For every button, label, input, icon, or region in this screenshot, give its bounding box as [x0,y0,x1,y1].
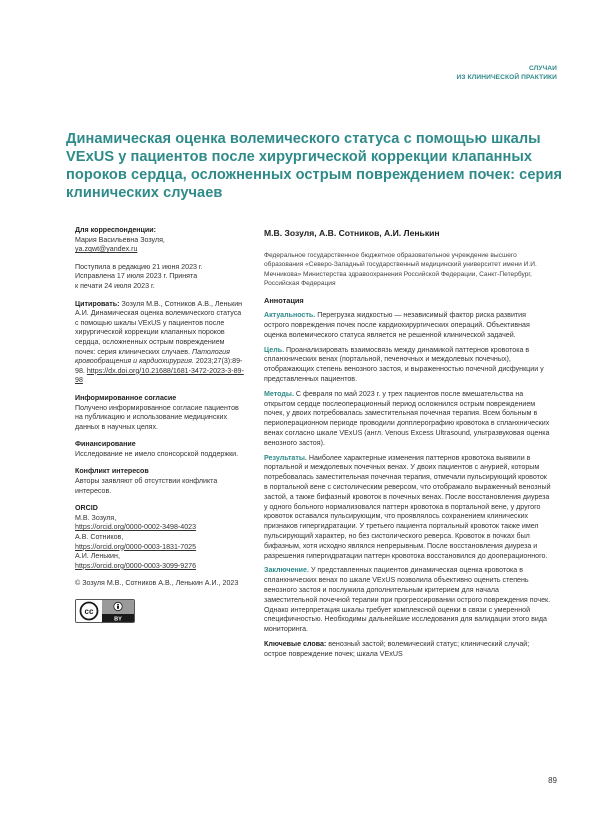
consent-text: Получено информированное согласие пациентов на публикацию и использование медицинских данных в научных целях. [75,403,239,431]
conflict-heading: Конфликт интересов [75,467,149,476]
aim-text: Проанализировать взаимосвязь между динамикой паттернов кровотока в спланхнических венах (портальной, печеночных и междолевых почечных), отображающих степень венозного застоя, и выраженностью почечной дисфункции у представленных пациентов. [264,345,544,383]
relevance-label: Актуальность. [264,311,316,320]
dates-block [75,263,245,292]
orcid-author3-name: А.И. Ленькин, [75,552,120,561]
orcid-block [75,504,245,571]
annotation-conclusion [264,566,552,635]
funding-block [75,440,245,459]
annotation-aim [264,346,552,385]
consent-heading: Информированное согласие [75,393,177,402]
relevance-text: Перегрузка жидкостью — независимый фактор риска развития острого повреждения почек после кардиохирургических операций. Объективная оценка волемического статуса является не решенной клинической задачей. [264,311,530,339]
funding-text: Исследование не имело спонсорской поддержки. [75,449,239,458]
correspondence-heading: Для корреспонденции: [75,226,157,234]
affiliation: Федеральное государственное бюджетное образовательное учреждение высшего образования «Северо-Западный государственный медицинский университет имени И.И. Мечникова» Министерства здравоохранения Российской Федерации, Санкт-Петербург, Российская Федерация [264,251,537,288]
citation-block [75,300,245,386]
date-revised: Исправлена 17 июля 2023 г. Принята [75,272,198,281]
keywords-text: венозный застой; волемический статус; клинический случай; острое повреждение почек; шкала VExUS [264,639,530,658]
section-tag-line1: СЛУЧАИ [528,65,557,72]
conflict-text: Авторы заявляют об отсутствии конфликта интересов. [75,477,218,495]
orcid-author1-link[interactable]: https://orcid.org/0000-0002-3498-4023 [75,523,197,532]
funding-heading: Финансирование [75,440,136,449]
cc-badge-cc-text: cc [84,607,94,616]
cc-badge-by-text: BY [114,616,122,622]
correspondence-block [75,226,245,255]
copyright-notice: © Зозуля М.В., Сотников А.В., Ленькин А.И., 2023 [75,579,239,588]
sidebar-info [75,226,245,623]
keywords [264,640,552,660]
authors-line: М.В. Зозуля, А.В. Сотников, А.И. Ленькин [264,228,440,238]
main-content [264,226,552,665]
citation-label: Цитировать: [75,299,120,308]
methods-label: Методы. [264,389,294,398]
annotation-relevance [264,311,552,340]
correspondence-email-link[interactable]: ya.zqwt@yandex.ru [75,245,138,254]
conflict-block [75,467,245,496]
consent-block [75,394,245,432]
keywords-label: Ключевые слова: [264,639,327,648]
citation-text: Зозуля М.В., Сотников А.В., Ленькин А.И. Динамическая оценка волемического статуса с помощью шкалы VExUS у пациентов после хирургической коррекции клапанных пороков сердца, осложненных острым повреждением почек: серия клинических случаев. [75,299,243,356]
results-text: Наиболее характерные изменения паттернов кровотока выявили в портальной и междолевых почечных венах. У двоих пациентов с анурией, которым потребовалась заместительная почечная терапия, отмечали пульсирующий кровоток в портальной вене с систолическим реверсом, что отображало выраженный венозный застой, а также бифазный кровоток в почечных венах. После восстановления диуреза у одного больного нормализовался паттерн кровотока в портальной вене, у другого кровоток оставался пульсирующим, что проявлялось сохранением клинических признаков гипергидратации. У третьего пациента портальный кровоток также имел пульсирующий характер, но без систолического реверса. Кровоток в почках был бифазным, хотя исходно являлся непрерывным. После восстановления диуреза и разрешения гипергидратации паттерн кровотока восстановился до дооперационного. [264,453,551,560]
annotation-heading: Аннотация [264,296,304,306]
annotation-results [264,454,552,562]
orcid-heading: ORCID [75,504,98,513]
results-label: Результаты. [264,453,307,462]
conclusion-text: У представленных пациентов динамическая оценка кровотока в спланхнических венах по шкале VExUS позволила объективно оценить степень венозного застоя и послужила дополнительным критерием для начала заместительной почечной терапии при прогрессировании острого повреждения почек. Однако интерпретация шкалы требует комплексной оценки в связи с умеренной специфичностью. Необходимы дальнейшие исследования для валидации этого вида мониторинга. [264,566,551,634]
aim-label: Цель. [264,345,285,354]
citation-volume: 2023;27(3):89-98. [75,357,243,375]
methods-text: С февраля по май 2023 г. у трех пациентов после вмешательства на открытом сердце послеоперационный период осложнился острым повреждением почек, у двоих потребовалась заместительная почечная терапия. Всем больным в периоперационном периоде проводили допплерографию кровотока в спланхнических венах согласно шкале VExUS (англ. Venous Excess Ultrasound, ультразвуковая оценка венозного застоя). [264,389,550,447]
cc-by-license-badge[interactable] [75,599,135,623]
date-received: Поступила в редакцию 21 июня 2023 г. [75,262,203,271]
date-accepted: к печати 24 июля 2023 г. [75,281,155,290]
annotation-methods [264,390,552,449]
section-tag [457,64,557,82]
orcid-author2-name: А.В. Сотников, [75,533,124,542]
citation-journal: Патология кровообращения и кардиохирургия. [75,347,230,366]
cc-by-icon [76,600,134,622]
article-title: Динамическая оценка волемического статуса с помощью шкалы VExUS у пациентов после хирургической коррекции клапанных пороков сердца, осложненных острым повреждением почек: серия клинических случаев [66,131,563,201]
orcid-author2-link[interactable]: https://orcid.org/0000-0003-1831-7025 [75,542,197,551]
citation-doi-link[interactable]: https://dx.doi.org/10.21688/1681-3472-2023-3-89-98 [75,366,244,385]
section-tag-line2: ИЗ КЛИНИЧЕСКОЙ ПРАКТИКИ [456,74,557,81]
orcid-author3-link[interactable]: https://orcid.org/0000-0003-3099-9276 [75,561,197,570]
page-number: 89 [548,776,557,785]
conclusion-label: Заключение. [264,566,309,575]
correspondence-name: Мария Васильевна Зозуля, [75,235,165,244]
orcid-author1-name: М.В. Зозуля, [75,513,117,522]
